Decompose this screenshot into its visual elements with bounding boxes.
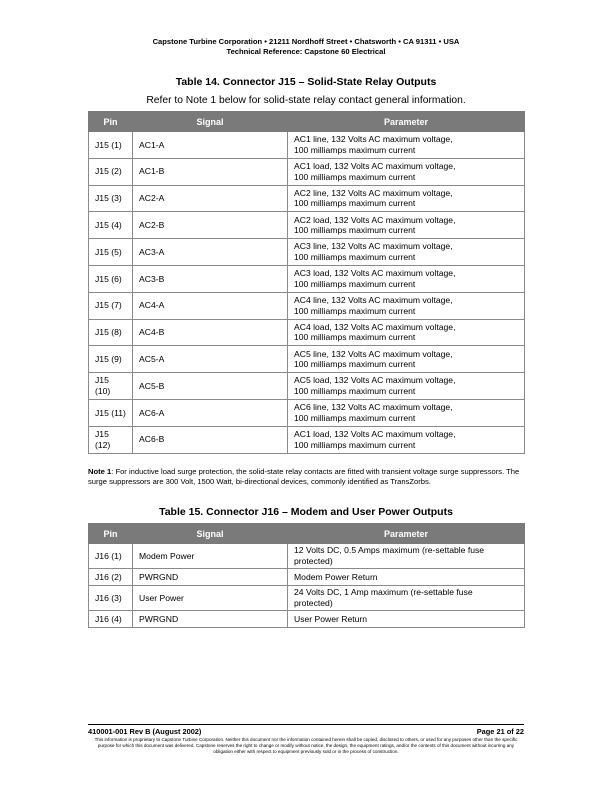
table-row xyxy=(89,265,525,292)
parameter-cell xyxy=(288,239,525,266)
parameter-line: 100 milliamps maximum current xyxy=(294,412,416,423)
pin-cell: J15 (2) xyxy=(89,158,133,185)
signal-cell: AC4-A xyxy=(133,292,288,319)
note-1 xyxy=(88,467,524,486)
parameter-line: AC1 line, 132 Volts AC maximum voltage, xyxy=(294,134,453,145)
parameter-cell xyxy=(288,586,525,611)
signal-cell: AC2-B xyxy=(133,212,288,239)
parameter-cell xyxy=(288,319,525,346)
parameter-cell xyxy=(288,373,525,400)
signal-cell: PWRGND xyxy=(133,611,288,628)
column-header-pin: Pin xyxy=(89,112,133,132)
table-header-row xyxy=(89,524,525,544)
pin-cell: J15 (4) xyxy=(89,212,133,239)
table-header-row xyxy=(89,112,525,132)
table-row xyxy=(89,611,525,628)
table-row xyxy=(89,185,525,212)
pin-cell: J15 (7) xyxy=(89,292,133,319)
parameter-line: AC4 line, 132 Volts AC maximum voltage, xyxy=(294,295,453,306)
parameter-line: 100 milliamps maximum current xyxy=(294,278,416,289)
pin-cell: J15 (6) xyxy=(89,265,133,292)
pin-cell: J15 (12) xyxy=(89,426,133,453)
pin-cell: J16 (1) xyxy=(89,544,133,569)
parameter-line: 100 milliamps maximum current xyxy=(294,332,416,343)
table-row xyxy=(89,346,525,373)
pin-cell: J15 (8) xyxy=(89,319,133,346)
signal-cell: AC1-B xyxy=(133,158,288,185)
parameter-line: AC3 line, 132 Volts AC maximum voltage, xyxy=(294,241,453,252)
column-header-signal: Signal xyxy=(133,112,288,132)
parameter-line: 100 milliamps maximum current xyxy=(294,359,416,370)
parameter-line: 100 milliamps maximum current xyxy=(294,144,416,155)
parameter-line: 100 milliamps maximum current xyxy=(294,171,416,182)
parameter-line: 100 milliamps maximum current xyxy=(294,305,416,316)
table-15-caption: Table 15. Connector J16 – Modem and User Power Outputs xyxy=(159,506,453,518)
parameter-line: AC4 load, 132 Volts AC maximum voltage, xyxy=(294,321,456,332)
table-row xyxy=(89,212,525,239)
parameter-line: AC1 load, 132 Volts AC maximum voltage, xyxy=(294,161,456,172)
table-row xyxy=(89,586,525,611)
page-number: Page 21 of 22 xyxy=(476,727,524,736)
parameter-line: AC1 load, 132 Volts AC maximum voltage, xyxy=(294,429,456,440)
column-header-signal: Signal xyxy=(133,524,288,544)
signal-cell: AC5-B xyxy=(133,373,288,400)
pin-cell: J15 (5) xyxy=(89,239,133,266)
note-text: : For inductive load surge protection, the solid-state relay contacts are fitted with transient voltage surge suppressors. The surge suppressors are 300 Volt, 1500 Watt, bi-directional devices, commonly identified as TransZorbs. xyxy=(88,467,520,486)
column-header-pin: Pin xyxy=(89,524,133,544)
parameter-line: 100 milliamps maximum current xyxy=(294,439,416,450)
note-label: Note 1 xyxy=(88,467,112,476)
parameter-cell xyxy=(288,132,525,159)
parameter-cell xyxy=(288,426,525,453)
table-row xyxy=(89,426,525,453)
footer-rule xyxy=(88,724,524,725)
parameter-line: 100 milliamps maximum current xyxy=(294,386,416,397)
table-row xyxy=(89,158,525,185)
parameter-cell xyxy=(288,399,525,426)
signal-cell: AC2-A xyxy=(133,185,288,212)
table-14 xyxy=(88,111,525,454)
table-14-subcaption: Refer to Note 1 below for solid-state relay contact general information. xyxy=(146,95,466,106)
parameter-line: protected) xyxy=(294,598,333,608)
table-row xyxy=(89,319,525,346)
signal-cell: AC6-A xyxy=(133,399,288,426)
pin-cell: J15 (11) xyxy=(89,399,133,426)
parameter-line: 100 milliamps maximum current xyxy=(294,198,416,209)
parameter-line: AC6 line, 132 Volts AC maximum voltage, xyxy=(294,402,453,413)
table-15 xyxy=(88,523,525,628)
parameter-line: 24 Volts DC, 1 Amp maximum (re-settable fuse xyxy=(294,587,473,598)
parameter-cell xyxy=(288,212,525,239)
pin-cell: J15 (3) xyxy=(89,185,133,212)
parameter-cell xyxy=(288,265,525,292)
signal-cell: AC3-B xyxy=(133,265,288,292)
parameter-line: AC2 load, 132 Volts AC maximum voltage, xyxy=(294,214,456,225)
table-row xyxy=(89,373,525,400)
parameter-cell xyxy=(288,185,525,212)
parameter-cell: User Power Return xyxy=(288,611,525,628)
pin-cell: J16 (3) xyxy=(89,586,133,611)
pin-cell: J15 (1) xyxy=(89,132,133,159)
parameter-line: AC5 line, 132 Volts AC maximum voltage, xyxy=(294,348,453,359)
parameter-line: 100 milliamps maximum current xyxy=(294,225,416,236)
table-row xyxy=(89,292,525,319)
proprietary-disclaimer: This information is proprietary to Capstone Turbine Corporation. Neither this document nor the information contained herein shall be copied, disclosed to others, or used for any purposes other than the specific purpose for which this document was delivered. Capstone reserves the right to change or modify without notice, the design, the equipment ratings, and/or the contents of this document without incurring any obligation either with respect to equipment previously sold or in the process of construction. xyxy=(94,737,518,754)
parameter-cell xyxy=(288,292,525,319)
table-row xyxy=(89,569,525,586)
pin-cell: J16 (4) xyxy=(89,611,133,628)
signal-cell: AC6-B xyxy=(133,426,288,453)
company-header: Capstone Turbine Corporation • 21211 Nordhoff Street • Chatsworth • CA 91311 • USA xyxy=(152,37,460,46)
parameter-line: AC3 load, 132 Volts AC maximum voltage, xyxy=(294,268,456,279)
document-id: 410001-001 Rev B (August 2002) xyxy=(88,727,202,736)
pin-cell: J15 (10) xyxy=(89,373,133,400)
table-14-caption: Table 14. Connector J15 – Solid-State Relay Outputs xyxy=(175,76,437,88)
parameter-line: 100 milliamps maximum current xyxy=(294,252,416,263)
parameter-line: 12 Volts DC, 0.5 Amps maximum (re-settable fuse xyxy=(294,545,485,556)
parameter-cell xyxy=(288,346,525,373)
parameter-cell: Modem Power Return xyxy=(288,569,525,586)
column-header-parameter: Parameter xyxy=(288,524,525,544)
parameter-line: AC2 line, 132 Volts AC maximum voltage, xyxy=(294,187,453,198)
signal-cell: AC3-A xyxy=(133,239,288,266)
table-row xyxy=(89,132,525,159)
table-row xyxy=(89,399,525,426)
parameter-cell xyxy=(288,158,525,185)
pin-cell: J16 (2) xyxy=(89,569,133,586)
parameter-line: AC5 load, 132 Volts AC maximum voltage, xyxy=(294,375,456,386)
table-row xyxy=(89,544,525,569)
signal-cell: User Power xyxy=(133,586,288,611)
parameter-line: protected) xyxy=(294,556,333,566)
column-header-parameter: Parameter xyxy=(288,112,525,132)
parameter-cell xyxy=(288,544,525,569)
pin-cell: J15 (9) xyxy=(89,346,133,373)
signal-cell: AC1-A xyxy=(133,132,288,159)
signal-cell: AC4-B xyxy=(133,319,288,346)
document-title: Technical Reference: Capstone 60 Electrical xyxy=(226,47,386,56)
table-row xyxy=(89,239,525,266)
signal-cell: PWRGND xyxy=(133,569,288,586)
signal-cell: Modem Power xyxy=(133,544,288,569)
signal-cell: AC5-A xyxy=(133,346,288,373)
